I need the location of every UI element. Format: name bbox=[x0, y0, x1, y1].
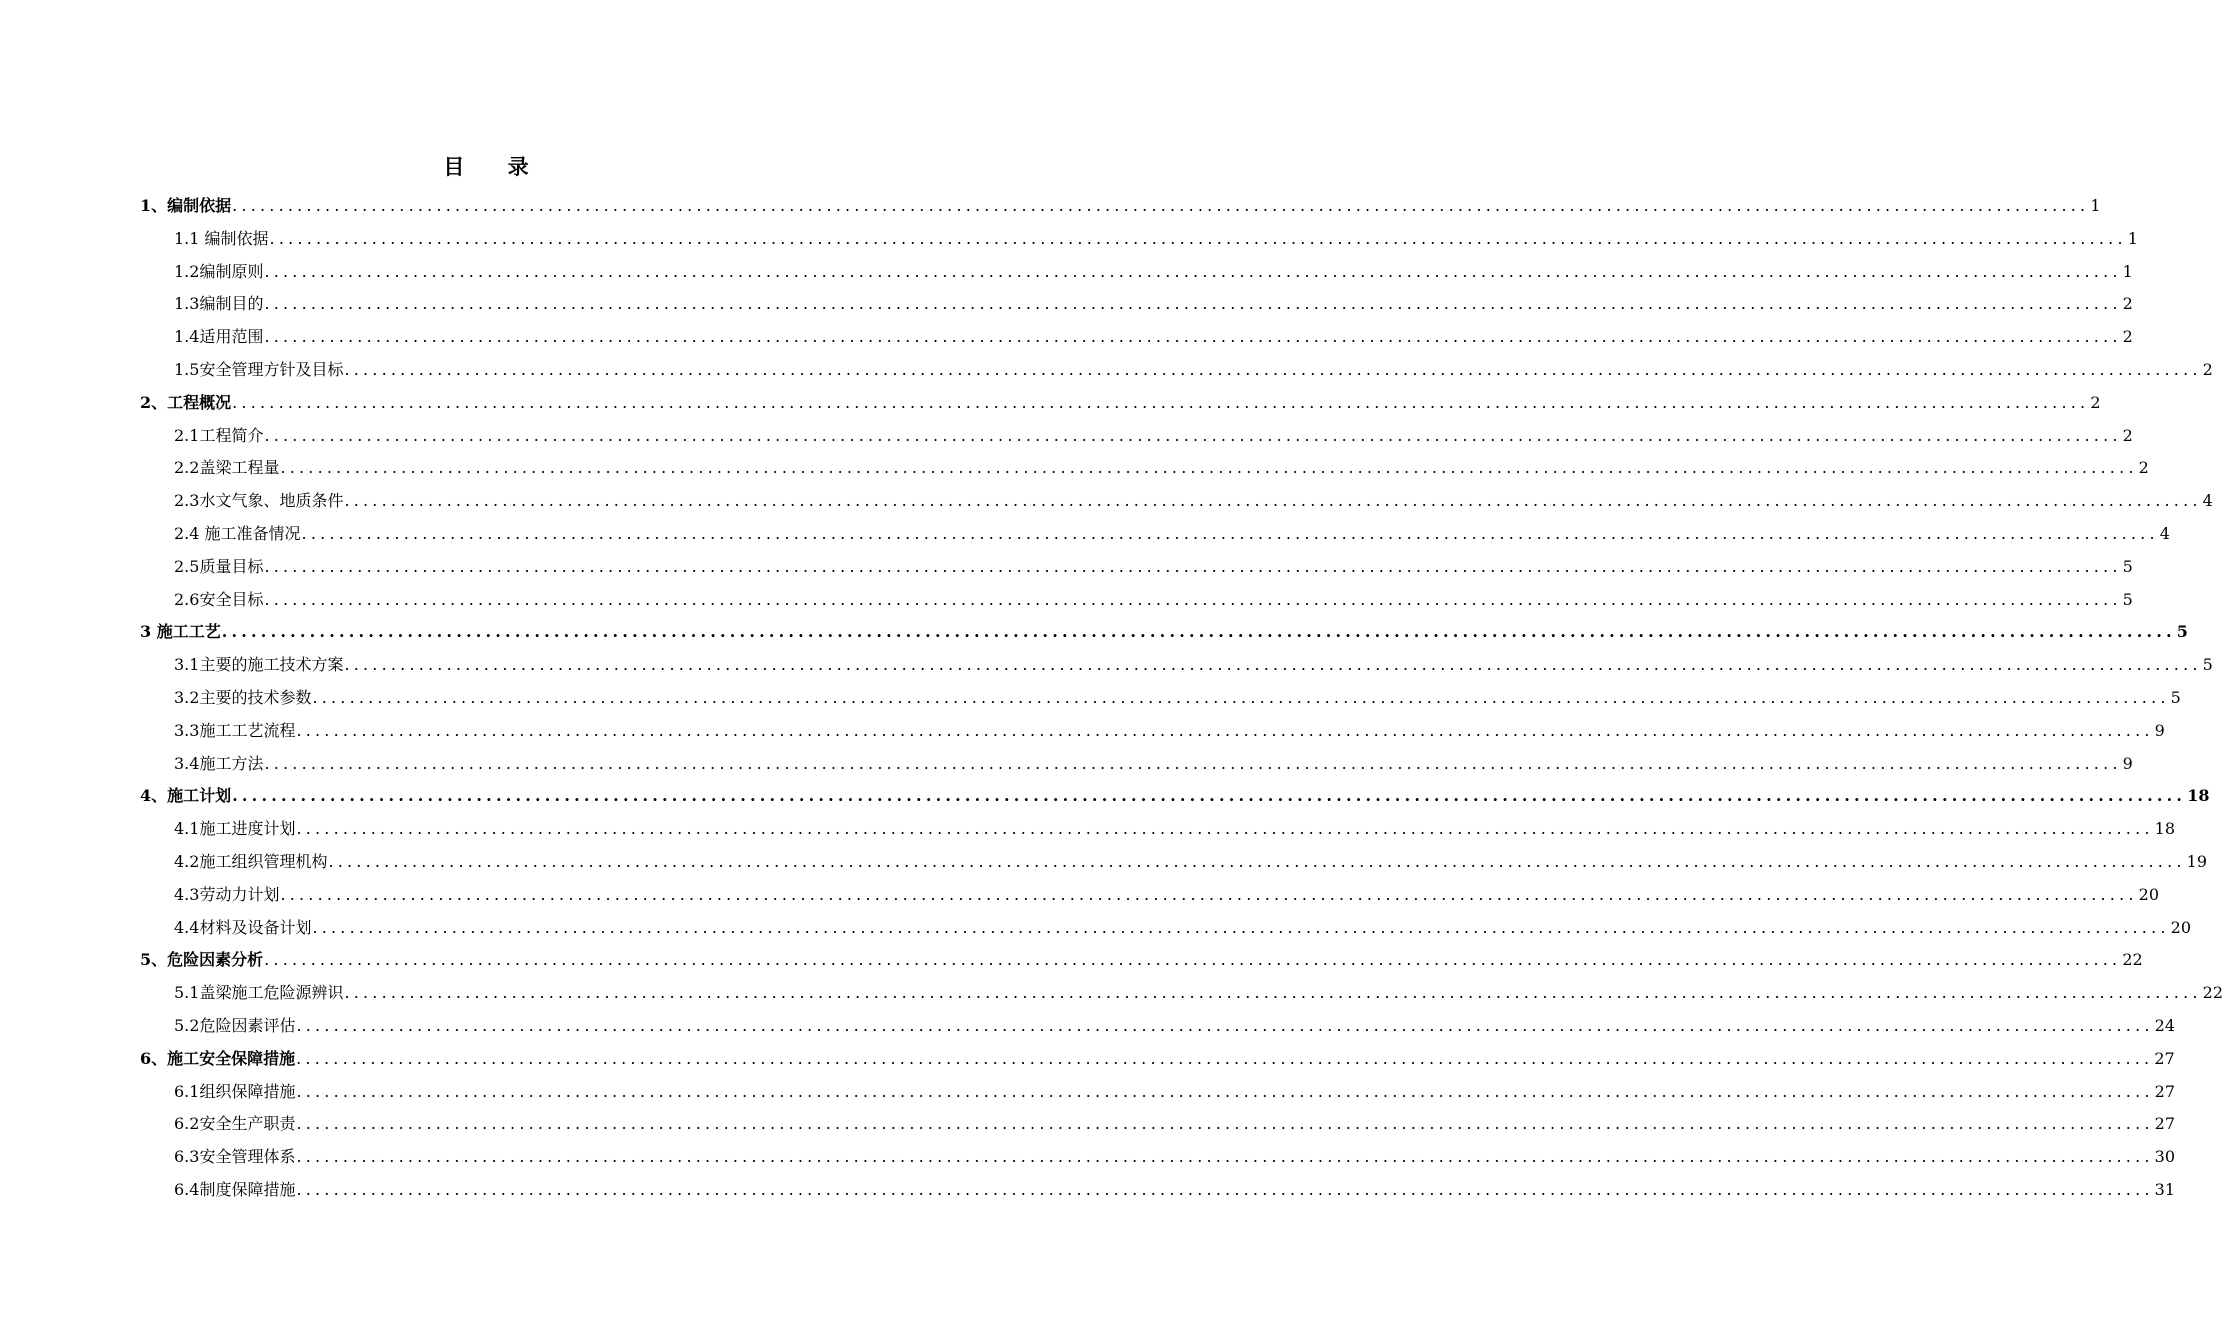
toc-section-entry[interactable] bbox=[140, 1108, 2175, 1141]
toc-page-number: 5 bbox=[2122, 556, 2133, 576]
toc-dot-leader: ........................................................................................................................................................................................................ bbox=[264, 556, 2122, 576]
toc-entry-title: 2、工程概况 bbox=[140, 392, 232, 412]
toc-section-entry[interactable] bbox=[140, 977, 2223, 1010]
toc-entry-title: 4.2施工组织管理机构 bbox=[174, 851, 328, 871]
toc-dot-leader: ........................................................................................................................................................................................................ bbox=[296, 720, 2154, 740]
toc-dot-leader: ........................................................................................................................................................................................................ bbox=[264, 589, 2122, 609]
toc-page-number: 4 bbox=[2159, 523, 2170, 543]
toc-entry-title: 5、危险因素分析 bbox=[140, 950, 264, 970]
toc-section-entry[interactable] bbox=[140, 912, 2191, 945]
toc-entry-title: 6.4制度保障措施 bbox=[174, 1179, 296, 1199]
toc-dot-leader: ........................................................................................................................................................................................................ bbox=[344, 655, 2202, 675]
toc-page-number: 2 bbox=[2090, 392, 2101, 412]
toc-section-entry[interactable] bbox=[140, 551, 2133, 584]
toc-page-number: 5 bbox=[2122, 589, 2133, 609]
toc-section-entry[interactable] bbox=[140, 1076, 2175, 1109]
toc-entry-title: 2.5质量目标 bbox=[174, 556, 264, 576]
toc-page-number: 20 bbox=[2170, 917, 2191, 937]
table-of-contents bbox=[140, 190, 2223, 1207]
toc-dot-leader: ........................................................................................................................................................................................................ bbox=[269, 228, 2127, 248]
toc-section-entry[interactable] bbox=[140, 321, 2133, 354]
toc-section-entry[interactable] bbox=[140, 518, 2170, 551]
toc-page-number: 22 bbox=[2202, 983, 2223, 1003]
toc-chapter-entry[interactable] bbox=[140, 944, 2143, 977]
toc-dot-leader: ........................................................................................................................................................................................................ bbox=[280, 458, 2138, 478]
toc-page-number: 2 bbox=[2122, 425, 2133, 445]
toc-page-number: 30 bbox=[2154, 1147, 2175, 1167]
toc-section-entry[interactable] bbox=[140, 813, 2175, 846]
toc-dot-leader: ........................................................................................................................................................................................................ bbox=[264, 261, 2122, 281]
toc-page-number: 24 bbox=[2154, 1015, 2175, 1035]
toc-page-number: 19 bbox=[2186, 851, 2207, 871]
toc-dot-leader: ........................................................................................................................................................................................................ bbox=[264, 327, 2122, 347]
toc-entry-title: 2.2盖梁工程量 bbox=[174, 458, 280, 478]
toc-dot-leader: ........................................................................................................................................................................................................ bbox=[312, 917, 2170, 937]
toc-dot-leader: ........................................................................................................................................................................................................ bbox=[232, 392, 2090, 412]
toc-page-number: 1 bbox=[2127, 228, 2138, 248]
toc-dot-leader: ........................................................................................................................................................................................................ bbox=[232, 786, 2187, 806]
toc-chapter-entry[interactable] bbox=[140, 780, 2210, 813]
toc-dot-leader: ........................................................................................................................................................................................................ bbox=[344, 359, 2202, 379]
toc-page-number: 1 bbox=[2122, 261, 2133, 281]
toc-entry-title: 5.1盖梁施工危险源辨识 bbox=[174, 983, 344, 1003]
toc-section-entry[interactable] bbox=[140, 1174, 2175, 1207]
toc-section-entry[interactable] bbox=[140, 288, 2133, 321]
toc-section-entry[interactable] bbox=[140, 682, 2181, 715]
toc-dot-leader: ........................................................................................................................................................................................................ bbox=[264, 294, 2122, 314]
toc-page-number: 31 bbox=[2154, 1179, 2175, 1199]
toc-section-entry[interactable] bbox=[140, 879, 2159, 912]
toc-entry-title: 2.1工程简介 bbox=[174, 425, 264, 445]
toc-title: 目 录 bbox=[443, 154, 547, 179]
toc-dot-leader: ........................................................................................................................................................................................................ bbox=[280, 884, 2138, 904]
toc-entry-title: 4.4材料及设备计划 bbox=[174, 917, 312, 937]
toc-dot-leader: ........................................................................................................................................................................................................ bbox=[301, 523, 2159, 543]
toc-section-entry[interactable] bbox=[140, 354, 2213, 387]
toc-dot-leader: ........................................................................................................................................................................................................ bbox=[296, 1179, 2154, 1199]
toc-entry-title: 1.1 编制依据 bbox=[174, 228, 269, 248]
toc-page-number: 4 bbox=[2202, 491, 2213, 511]
toc-section-entry[interactable] bbox=[140, 715, 2165, 748]
toc-entry-title: 1.5安全管理方针及目标 bbox=[174, 359, 344, 379]
toc-chapter-entry[interactable] bbox=[140, 1043, 2175, 1076]
toc-entry-title: 3.3施工工艺流程 bbox=[174, 720, 296, 740]
toc-page-number: 27 bbox=[2154, 1048, 2175, 1068]
toc-dot-leader: ........................................................................................................................................................................................................ bbox=[296, 1147, 2154, 1167]
toc-dot-leader: ........................................................................................................................................................................................................ bbox=[296, 1048, 2154, 1068]
toc-entry-title: 6.3安全管理体系 bbox=[174, 1147, 296, 1167]
toc-page-number: 1 bbox=[2090, 196, 2101, 215]
toc-dot-leader: ........................................................................................................................................................................................................ bbox=[232, 196, 2090, 215]
toc-page-number: 2 bbox=[2138, 458, 2149, 478]
toc-chapter-entry[interactable] bbox=[140, 387, 2101, 420]
toc-entry-title: 3.2主要的技术参数 bbox=[174, 687, 312, 707]
toc-dot-leader: ........................................................................................................................................................................................................ bbox=[296, 1015, 2154, 1035]
toc-section-entry[interactable] bbox=[140, 452, 2149, 485]
toc-section-entry[interactable] bbox=[140, 485, 2213, 518]
toc-chapter-entry[interactable] bbox=[140, 616, 2188, 649]
toc-page-number: 5 bbox=[2170, 687, 2181, 707]
toc-page-number: 5 bbox=[2202, 655, 2213, 675]
toc-dot-leader: ........................................................................................................................................................................................................ bbox=[344, 983, 2202, 1003]
toc-dot-leader: ........................................................................................................................................................................................................ bbox=[296, 1081, 2154, 1101]
toc-entry-title: 2.4 施工准备情况 bbox=[174, 523, 301, 543]
toc-entry-title: 6、施工安全保障措施 bbox=[140, 1048, 296, 1068]
toc-section-entry[interactable] bbox=[140, 846, 2207, 879]
toc-section-entry[interactable] bbox=[140, 223, 2138, 256]
toc-entry-title: 4、施工计划 bbox=[140, 786, 232, 806]
toc-entry-title: 1.3编制目的 bbox=[174, 294, 264, 314]
toc-chapter-entry[interactable] bbox=[140, 190, 2101, 223]
toc-page-number: 2 bbox=[2202, 359, 2213, 379]
toc-dot-leader: ........................................................................................................................................................................................................ bbox=[221, 622, 2176, 642]
toc-page-number: 20 bbox=[2138, 884, 2159, 904]
toc-entry-title: 2.6安全目标 bbox=[174, 589, 264, 609]
toc-dot-leader: ........................................................................................................................................................................................................ bbox=[296, 819, 2154, 839]
toc-entry-title: 5.2危险因素评估 bbox=[174, 1015, 296, 1035]
toc-dot-leader: ........................................................................................................................................................................................................ bbox=[264, 753, 2122, 773]
toc-entry-title: 1、编制依据 bbox=[140, 196, 232, 215]
toc-entry-title: 1.4适用范围 bbox=[174, 327, 264, 347]
toc-entry-title: 2.3水文气象、地质条件 bbox=[174, 491, 344, 511]
toc-page-number: 5 bbox=[2176, 622, 2188, 642]
toc-entry-title: 6.1组织保障措施 bbox=[174, 1081, 296, 1101]
toc-section-entry[interactable] bbox=[140, 256, 2133, 289]
toc-entry-title: 1.2编制原则 bbox=[174, 261, 264, 281]
toc-page-number: 27 bbox=[2154, 1114, 2175, 1134]
toc-page-number: 18 bbox=[2187, 786, 2210, 806]
toc-page-number: 27 bbox=[2154, 1081, 2175, 1101]
toc-section-entry[interactable] bbox=[140, 649, 2213, 682]
toc-entry-title: 4.3劳动力计划 bbox=[174, 884, 280, 904]
toc-section-entry[interactable] bbox=[140, 584, 2133, 617]
toc-section-entry[interactable] bbox=[140, 420, 2133, 453]
toc-entry-title: 3.4施工方法 bbox=[174, 753, 264, 773]
toc-page-number: 9 bbox=[2154, 720, 2165, 740]
toc-dot-leader: ........................................................................................................................................................................................................ bbox=[344, 491, 2202, 511]
toc-entry-title: 3.1主要的施工技术方案 bbox=[174, 655, 344, 675]
toc-dot-leader: ........................................................................................................................................................................................................ bbox=[264, 950, 2122, 970]
toc-dot-leader: ........................................................................................................................................................................................................ bbox=[328, 851, 2186, 871]
toc-entry-title: 3 施工工艺 bbox=[140, 622, 221, 642]
toc-page-number: 18 bbox=[2154, 819, 2175, 839]
toc-dot-leader: ........................................................................................................................................................................................................ bbox=[264, 425, 2122, 445]
toc-page-number: 2 bbox=[2122, 294, 2133, 314]
toc-page-number: 9 bbox=[2122, 753, 2133, 773]
toc-entry-title: 4.1施工进度计划 bbox=[174, 819, 296, 839]
toc-page-number: 2 bbox=[2122, 327, 2133, 347]
toc-section-entry[interactable] bbox=[140, 1010, 2175, 1043]
toc-dot-leader: ........................................................................................................................................................................................................ bbox=[296, 1114, 2154, 1134]
toc-section-entry[interactable] bbox=[140, 748, 2133, 781]
toc-dot-leader: ........................................................................................................................................................................................................ bbox=[312, 687, 2170, 707]
toc-page-number: 22 bbox=[2122, 950, 2143, 970]
toc-entry-title: 6.2安全生产职责 bbox=[174, 1114, 296, 1134]
toc-section-entry[interactable] bbox=[140, 1141, 2175, 1174]
